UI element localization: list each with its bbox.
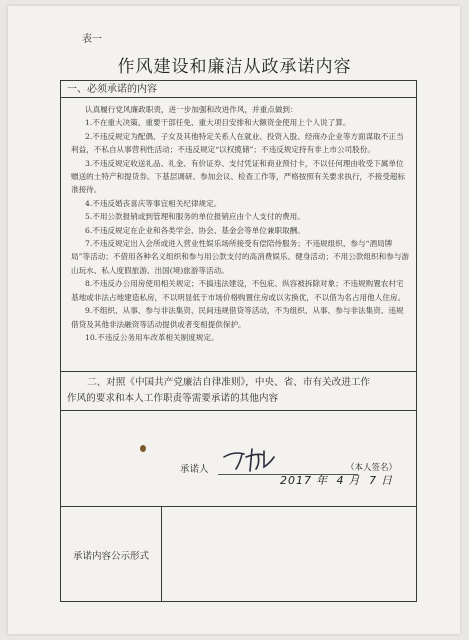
ink-spot — [140, 445, 146, 452]
section1-heading: 一、必须承诺的内容 — [61, 81, 416, 98]
list-item: 8.不违反办公用房使用相关规定；不搞违法建设，不包庇、纵容被拆除对象；不违规购置农村宅基地或非法占地建造私房，不以明显低于市场价格购置住房或以劣换优，不以借为名占用他人住房。 — [71, 279, 406, 302]
date-day-unit: 日 — [381, 474, 393, 487]
table-label: 表一 — [82, 34, 102, 45]
document-title: 作风建设和廉洁从政承诺内容 — [117, 57, 352, 77]
signer-label: 承诺人 — [180, 464, 209, 475]
date-month: 4 — [336, 474, 345, 487]
list-item: 9.不组织、从事、参与非法集资、民间违规借贷等活动，不为组织、从事、参与非法集资、违规借贷及其他非法融资等活动提供或者变相提供保护。 — [71, 306, 404, 329]
list-item: 6.不违反规定在企业和各类学会、协会、基金会等单位兼职取酬。 — [85, 225, 305, 235]
date-year: 2017 — [280, 474, 312, 487]
list-item: 10.不违反公务用车改革相关制度规定。 — [85, 332, 219, 342]
section2-heading — [61, 371, 416, 411]
list-item: 1.不在重大决策、重要干部任免、重大项目安排和大额资金使用上个人说了算。 — [85, 118, 351, 128]
list-item: 5.不用公款报销或到管理和服务的单位报销应由个人支付的费用。 — [85, 212, 305, 222]
section2-line2: 作风的要求和本人工作职责等需要承诺的其他内容 — [67, 393, 279, 404]
date-year-unit: 年 — [316, 474, 328, 487]
handwritten-signature — [220, 445, 280, 475]
signature-note: （本人签名） — [346, 463, 398, 473]
list-item: 2.不违反规定为配偶、子女及其他特定关系人在就业、投资入股、经商办企业等方面谋取不正当利益，不私自从事营利性活动；不违反规定“以权揽储”；不违反规定持有非上市公司股份。 — [71, 131, 404, 155]
list-item: 3.不违反规定收送礼品、礼金、有价证券、支付凭证和商业预付卡，不以任何理由收受下属单位赠送的土特产和提货券。下基层调研、参加会议、检查工作等，严格按照有关要求执行，不接受超标准接待。 — [71, 158, 406, 195]
date-day: 7 — [369, 474, 377, 487]
section2-line1: 二、对照《中国共产党廉洁自律准则》，中央、省、市有关改进工作 — [87, 377, 371, 388]
sign-date — [280, 472, 397, 488]
section3-label: 承诺内容公示形式 — [61, 507, 162, 602]
section1-body — [71, 103, 411, 344]
list-item: 4.不违反婚丧喜庆等事宜相关纪律规定。 — [85, 198, 222, 208]
list-item: 7.不违反规定出入会所或进入营业性娱乐场所接受有偿陪侍服务；不违规组织、参与“酒局牌局”等活动；不借用各种名义组织和参与用公款支付的高消费娱乐、健身活动；不用公款组织和参与游山玩水、私人度假旅游、出国(境)旅游等活动。 — [71, 239, 410, 275]
section3-row — [61, 506, 416, 602]
intro-paragraph: 认真履行党风廉政职责，进一步加强和改进作风，并重点做到： — [85, 105, 298, 114]
date-month-unit: 月 — [348, 474, 361, 487]
form-table — [60, 80, 417, 602]
